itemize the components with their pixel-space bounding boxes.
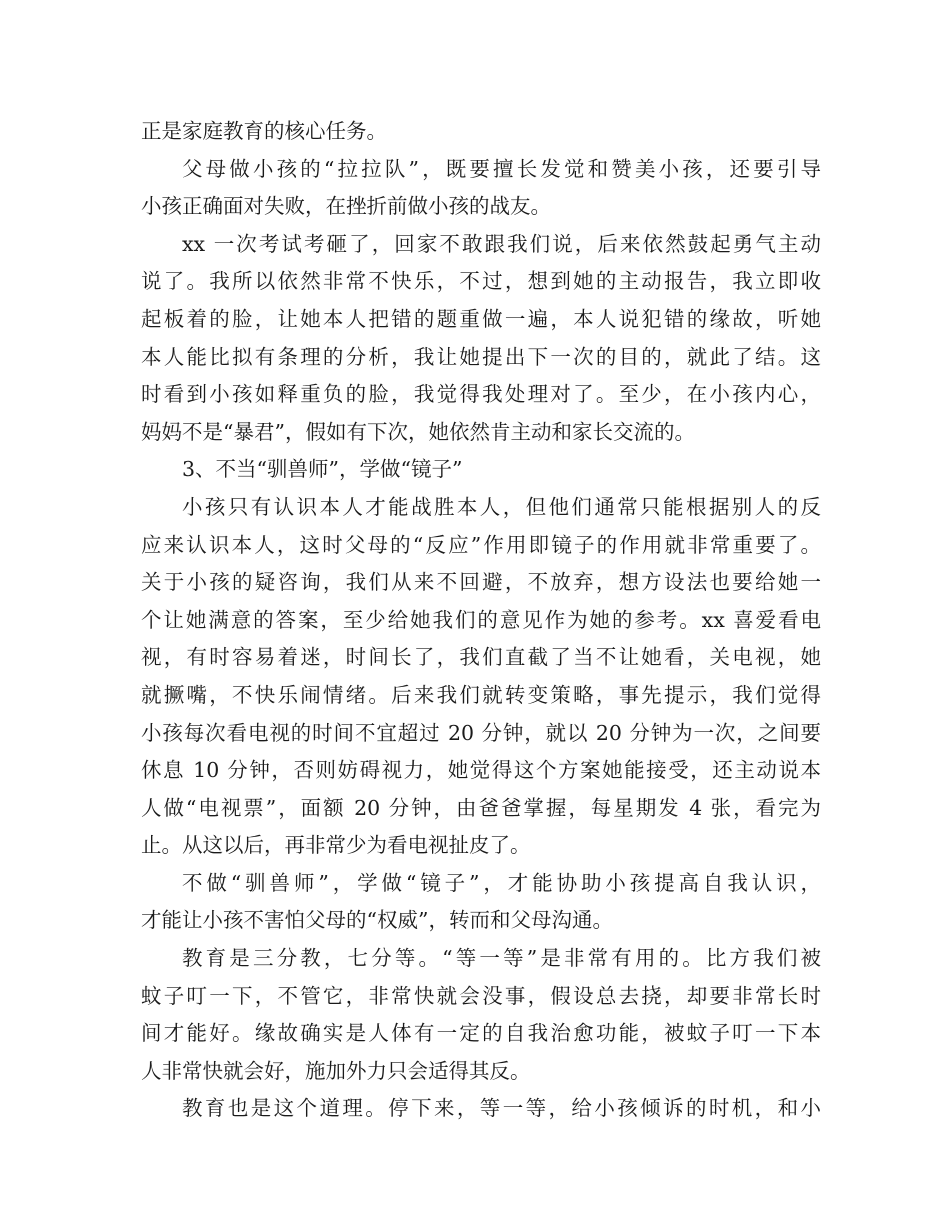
text-line: 说了。我所以依然非常不快乐，不过，想到她的主动报告，我立即收 [141, 269, 821, 294]
text-line: 正是家庭教育的核心任务。 [141, 119, 387, 143]
text-line: 3、不当“驯兽师”，学做“镜子” [182, 457, 463, 482]
text-line: 关于小孩的疑咨询，我们从来不回避，不放弃，想方设法也要给她一 [141, 570, 821, 595]
text-line: 父母做小孩的“拉拉队”，既要擅长发觉和赞美小孩，还要引导 [182, 156, 821, 181]
text-line: 教育也是这个道理。停下来，等一等，给小孩倾诉的时机，和小 [182, 1096, 821, 1121]
text-line: 小孩正确面对失败，在挫折前做小孩的战友。 [141, 194, 551, 219]
text-line: 起板着的脸，让她本人把错的题重做一遍，本人说犯错的缘故，听她 [141, 306, 821, 331]
text-line: 休息 10 分钟，否则妨碍视力，她觉得这个方案她能接受，还主动说本 [141, 758, 821, 783]
text-line: 本人能比拟有条理的分析，我让她提出下一次的目的，就此了结。这 [141, 344, 821, 369]
text-line: 教育是三分教，七分等。“等一等”是非常有用的。比方我们被 [182, 946, 821, 971]
text-line: 小孩每次看电视的时间不宜超过 20 分钟，就以 20 分钟为一次，之间要 [141, 720, 821, 745]
text-line: 个让她满意的答案，至少给她我们的意见作为她的参考。xx 喜爱看电 [141, 607, 821, 632]
text-line: 蚊子叮一下，不管它，非常快就会没事，假设总去挠，却要非常长时 [141, 983, 821, 1008]
document-body [141, 113, 821, 1128]
text-line: 间才能好。缘故确实是人体有一定的自我治愈功能，被蚊子叮一下本 [141, 1021, 821, 1046]
text-line: 止。从这以后，再非常少为看电视扯皮了。 [141, 833, 531, 858]
text-line: 应来认识本人，这时父母的“反应”作用即镜子的作用就非常重要了。 [141, 532, 821, 557]
text-line: 就撅嘴，不快乐闹情绪。后来我们就转变策略，事先提示，我们觉得 [141, 682, 821, 707]
text-line: 妈妈不是“暴君”，假如有下次，她依然肯主动和家长交流的。 [141, 419, 695, 444]
text-line: 才能让小孩不害怕父母的“权威”，转而和父母沟通。 [141, 908, 613, 933]
text-line: 小孩只有认识本人才能战胜本人，但他们通常只能根据别人的反 [182, 494, 821, 519]
text-line: 人非常快就会好，施加外力只会适得其反。 [141, 1058, 531, 1083]
text-line: 视，有时容易着迷，时间长了，我们直截了当不让她看，关电视，她 [141, 645, 821, 670]
text-line: 人做“电视票”，面额 20 分钟，由爸爸掌握，每星期发 4 张，看完为 [141, 795, 821, 820]
text-line: xx 一次考试考砸了，回家不敢跟我们说，后来依然鼓起勇气主动 [182, 231, 821, 256]
text-line: 不做“驯兽师”，学做“镜子”，才能协助小孩提高自我认识， [182, 870, 821, 895]
text-line: 时看到小孩如释重负的脸，我觉得我处理对了。至少，在小孩内心， [141, 382, 821, 407]
